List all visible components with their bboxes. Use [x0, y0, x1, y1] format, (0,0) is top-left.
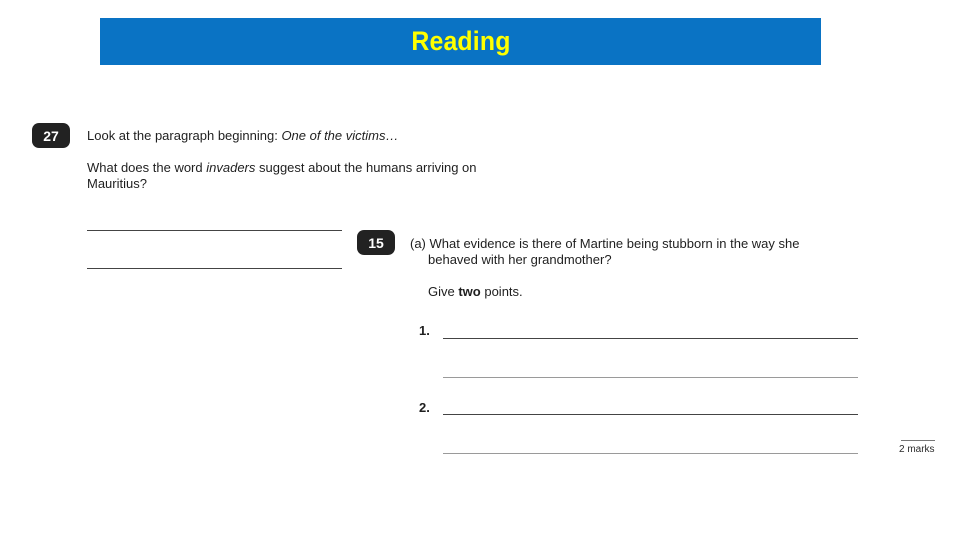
question-27-prompt-prefix: What does the word: [87, 160, 207, 175]
question-27-intro: [87, 128, 398, 144]
answer-1-line-2[interactable]: [443, 377, 858, 378]
instruction-prefix: Give: [428, 284, 459, 299]
question-27-answer-line-2[interactable]: [87, 268, 342, 269]
page-title: Reading: [410, 26, 511, 56]
instruction-suffix: points.: [480, 284, 523, 299]
marks-label: 2 marks: [899, 444, 935, 455]
question-27-answer-line-1[interactable]: [87, 230, 342, 231]
question-27-number-badge: 27: [32, 123, 70, 148]
question-15a-prompt-line2: behaved with her grandmother?: [428, 252, 612, 267]
answer-2-line-2[interactable]: [443, 453, 858, 454]
answer-2-line-1[interactable]: [443, 414, 858, 415]
answer-2-label: 2.: [419, 400, 430, 415]
question-27-intro-quote: One of the victims…: [281, 128, 399, 143]
question-27-prompt-line2: Mauritius?: [87, 176, 147, 191]
question-15a-instruction: [428, 284, 523, 300]
question-15-number-badge: 15: [357, 230, 395, 255]
title-banner: [100, 18, 821, 65]
answer-1-line-1[interactable]: [443, 338, 858, 339]
marks-box-rule: [901, 440, 935, 441]
instruction-count: two: [458, 284, 481, 299]
question-27-intro-prefix: Look at the paragraph beginning:: [87, 128, 282, 143]
answer-1-label: 1.: [419, 323, 430, 338]
question-27-prompt-suffix: suggest about the humans arriving on: [255, 160, 477, 175]
question-27-prompt-keyword: invaders: [206, 160, 256, 175]
question-27-prompt-line1: [87, 160, 477, 176]
question-15a-prompt-line1: (a) What evidence is there of Martine being stubborn in the way she: [410, 236, 800, 251]
